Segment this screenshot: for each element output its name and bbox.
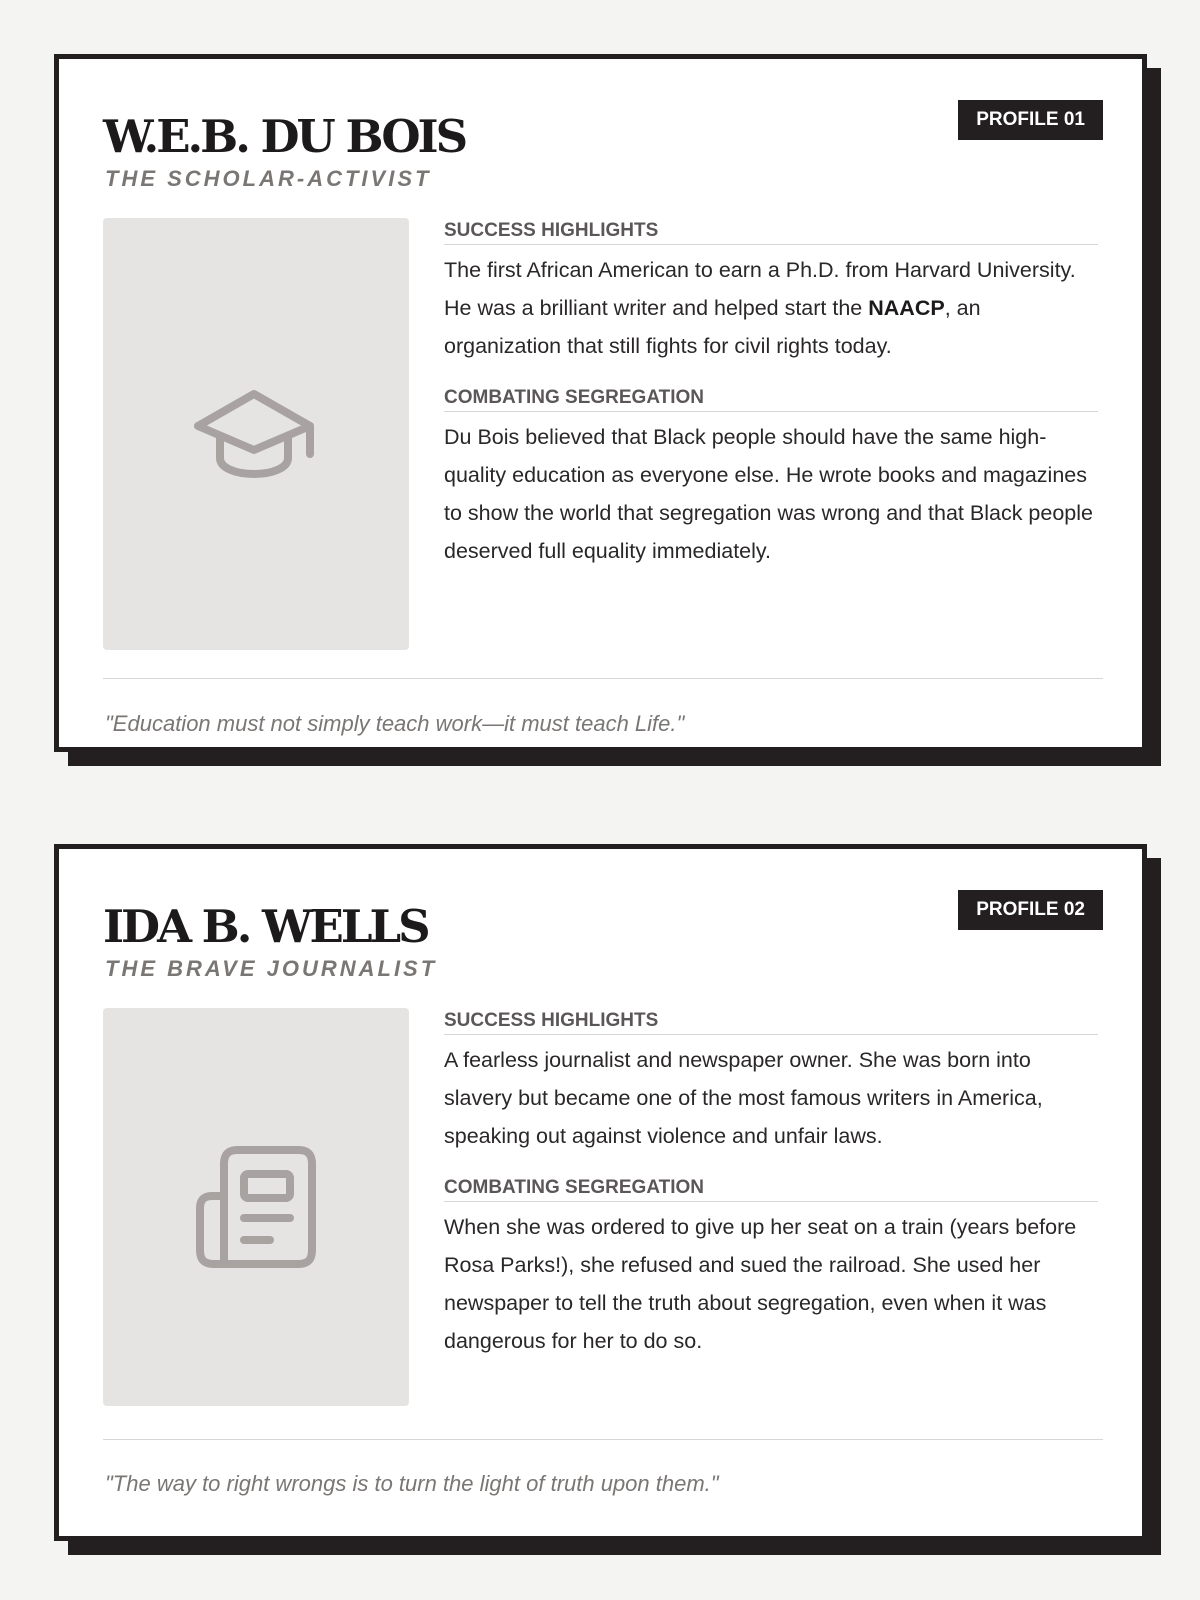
graduation-cap-icon: [194, 388, 318, 480]
success-highlights-text: A fearless journalist and newspaper owner. She was born into slavery but became one of the most famous writers in America, speaking out against violence and unfair laws.: [444, 1048, 1043, 1148]
profile-info: [444, 218, 1098, 590]
profile-badge: PROFILE 02: [958, 890, 1103, 930]
profile-subtitle: THE SCHOLAR-ACTIVIST: [105, 166, 432, 191]
portrait-placeholder: [103, 1008, 409, 1406]
profile-card-du-bois: [54, 54, 1147, 752]
quote-divider: [103, 1439, 1103, 1440]
profile-subtitle: THE BRAVE JOURNALIST: [105, 956, 438, 981]
combating-segregation-label: COMBATING SEGREGATION: [444, 1175, 1098, 1202]
success-highlights-text: The first African American to earn a Ph.D. from Harvard University. He was a brilliant writer and helped start the NAACP, an organization that still fights for civil rights today.: [444, 258, 1076, 358]
success-highlights-label: SUCCESS HIGHLIGHTS: [444, 218, 1098, 245]
naacp-highlight: NAACP: [868, 296, 945, 320]
portrait-placeholder: [103, 218, 409, 650]
profile-name: W.E.B. DU BOIS: [103, 110, 466, 163]
quote-divider: [103, 678, 1103, 679]
profile-name: IDA B. WELLS: [103, 900, 428, 953]
newspaper-icon: [194, 1144, 318, 1270]
profile-badge: PROFILE 01: [958, 100, 1103, 140]
profile-quote: "The way to right wrongs is to turn the light of truth upon them.": [105, 1471, 719, 1496]
combating-segregation-text: Du Bois believed that Black people should have the same high-quality education as everyone else. He wrote books and magazines to show the world that segregation was wrong and that Black people deserved full equality immediately.: [444, 425, 1093, 563]
combating-segregation-label: COMBATING SEGREGATION: [444, 385, 1098, 412]
success-highlights-label: SUCCESS HIGHLIGHTS: [444, 1008, 1098, 1035]
profile-card-wells: [54, 844, 1147, 1541]
profile-info: [444, 1008, 1098, 1380]
combating-segregation-text: When she was ordered to give up her seat on a train (years before Rosa Parks!), she refused and sued the railroad. She used her newspaper to tell the truth about segregation, even when it was dangerous for her to do so.: [444, 1215, 1077, 1353]
profile-quote: "Education must not simply teach work—it must teach Life.": [105, 711, 685, 736]
